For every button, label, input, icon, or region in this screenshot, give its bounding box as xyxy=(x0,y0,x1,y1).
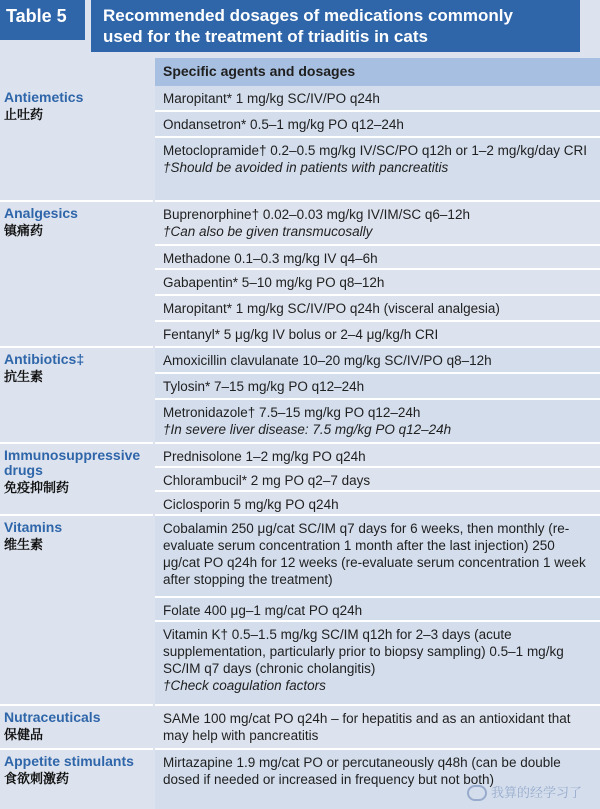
dosage-text: Ciclosporin 5 mg/kg PO q24h xyxy=(163,497,339,512)
dosage-row xyxy=(155,202,600,246)
table-header xyxy=(0,0,600,52)
category-name-en: Antibiotics‡ xyxy=(4,351,85,367)
dosage-text: SAMe 100 mg/cat PO q24h – for hepatitis and as an antioxidant that may help with pancreatitis xyxy=(163,711,571,743)
category-name-zh: 食欲刺激药 xyxy=(4,772,70,787)
category-cell xyxy=(0,750,153,809)
category-name-en: Antiemetics xyxy=(4,89,84,105)
dosage-text: Gabapentin* 5–10 mg/kg PO q8–12h xyxy=(163,275,385,290)
dosage-text: Fentanyl* 5 μg/kg IV bolus or 2–4 μg/kg/h CRI xyxy=(163,327,439,342)
dosage-text: Metronidazole† 7.5–15 mg/kg PO q12–24h xyxy=(163,405,421,420)
category-cell xyxy=(0,348,153,444)
dosage-row xyxy=(155,516,600,598)
column-header: Specific agents and dosages xyxy=(155,58,600,86)
dosage-footnote: †Should be avoided in patients with pancreatitis xyxy=(163,160,449,175)
dosage-row xyxy=(155,138,600,202)
dosage-text: Buprenorphine† 0.02–0.03 mg/kg IV/IM/SC q6–12h xyxy=(163,207,470,222)
dosage-text: Maropitant* 1 mg/kg SC/IV/PO q24h (visceral analgesia) xyxy=(163,301,500,316)
dosage-row xyxy=(155,400,600,444)
dosage-row xyxy=(155,296,600,322)
wechat-icon xyxy=(467,785,487,801)
dosage-text: Mirtazapine 1.9 mg/cat PO or percutaneously q48h (can be double dosed if needed or increased in frequency but not both) xyxy=(163,755,561,787)
dosage-row xyxy=(155,246,600,270)
dosage-row xyxy=(155,492,600,516)
category-cell xyxy=(0,202,153,348)
dosage-text: Folate 400 μg–1 mg/cat PO q24h xyxy=(163,603,363,618)
dosage-footnote: †Check coagulation factors xyxy=(163,678,326,693)
dosage-row xyxy=(155,112,600,138)
dosage-row xyxy=(155,706,600,750)
category-name-zh: 免疫抑制药 xyxy=(4,481,70,496)
dosage-footnote: †In severe liver disease: 7.5 mg/kg PO q12–24h xyxy=(163,422,452,437)
dosage-row xyxy=(155,86,600,112)
dosage-row xyxy=(155,374,600,400)
category-name-en: Appetite stimulants xyxy=(4,753,134,769)
category-cell xyxy=(0,706,153,750)
dosage-row xyxy=(155,270,600,296)
category-name-en: Vitamins xyxy=(4,519,63,535)
table-title-line-2: used for the treatment of triaditis in cats xyxy=(103,27,428,46)
dosage-text: Methadone 0.1–0.3 mg/kg IV q4–6h xyxy=(163,251,378,266)
category-name-zh: 止吐药 xyxy=(4,108,44,123)
dosage-text: Metoclopramide† 0.2–0.5 mg/kg IV/SC/PO q12h or 1–2 mg/kg/day CRI xyxy=(163,143,587,158)
table-title xyxy=(91,0,580,52)
category-name-zh: 保健品 xyxy=(4,728,44,743)
dosage-row xyxy=(155,598,600,622)
category-cell xyxy=(0,444,153,516)
dosage-text: Vitamin K† 0.5–1.5 mg/kg SC/IM q12h for 2–3 days (acute supplementation, particularly prior to biopsy sampling) 0.5–1 mg/kg SC/IM q7 days (chronic cholangitis) xyxy=(163,627,564,676)
category-column xyxy=(0,86,155,809)
category-name-zh: 维生素 xyxy=(4,538,44,553)
dosage-row xyxy=(155,468,600,492)
dosage-row xyxy=(155,348,600,374)
dosage-text: Amoxicillin clavulanate 10–20 mg/kg SC/IV/PO q8–12h xyxy=(163,353,492,368)
category-name-zh: 抗生素 xyxy=(4,370,44,385)
dosage-text: Ondansetron* 0.5–1 mg/kg PO q12–24h xyxy=(163,117,404,132)
dosage-text: Prednisolone 1–2 mg/kg PO q24h xyxy=(163,449,366,464)
watermark xyxy=(467,782,582,802)
dosage-text: Cobalamin 250 μg/cat SC/IM q7 days for 6 weeks, then monthly (re-evaluate serum concentration 1 month after the last injection) 250 μg/cat PO q24h for 12 weeks (re-evaluate serum concentration 1 week after stopping the treatment) xyxy=(163,521,586,587)
dosage-text: Maropitant* 1 mg/kg SC/IV/PO q24h xyxy=(163,91,380,106)
dosage-text: Tylosin* 7–15 mg/kg PO q12–24h xyxy=(163,379,365,394)
dosage-row xyxy=(155,444,600,468)
category-name-en: Nutraceuticals xyxy=(4,709,101,725)
dosage-footnote: †Can also be given transmucosally xyxy=(163,224,373,239)
category-cell xyxy=(0,516,153,706)
category-cell xyxy=(0,86,153,202)
dosage-text: Chlorambucil* 2 mg PO q2–7 days xyxy=(163,473,371,488)
category-name-zh: 镇痛药 xyxy=(4,224,44,239)
category-name-en: Analgesics xyxy=(4,205,78,221)
watermark-text: 我算的经学习了 xyxy=(490,785,582,801)
dosage-column xyxy=(155,86,600,809)
category-name-en: Immunosuppressive drugs xyxy=(4,447,141,478)
table-number-tag: Table 5 xyxy=(0,0,85,40)
dosage-row xyxy=(155,622,600,706)
dosage-row xyxy=(155,322,600,348)
table-title-line-1: Recommended dosages of medications commonly xyxy=(103,6,513,25)
